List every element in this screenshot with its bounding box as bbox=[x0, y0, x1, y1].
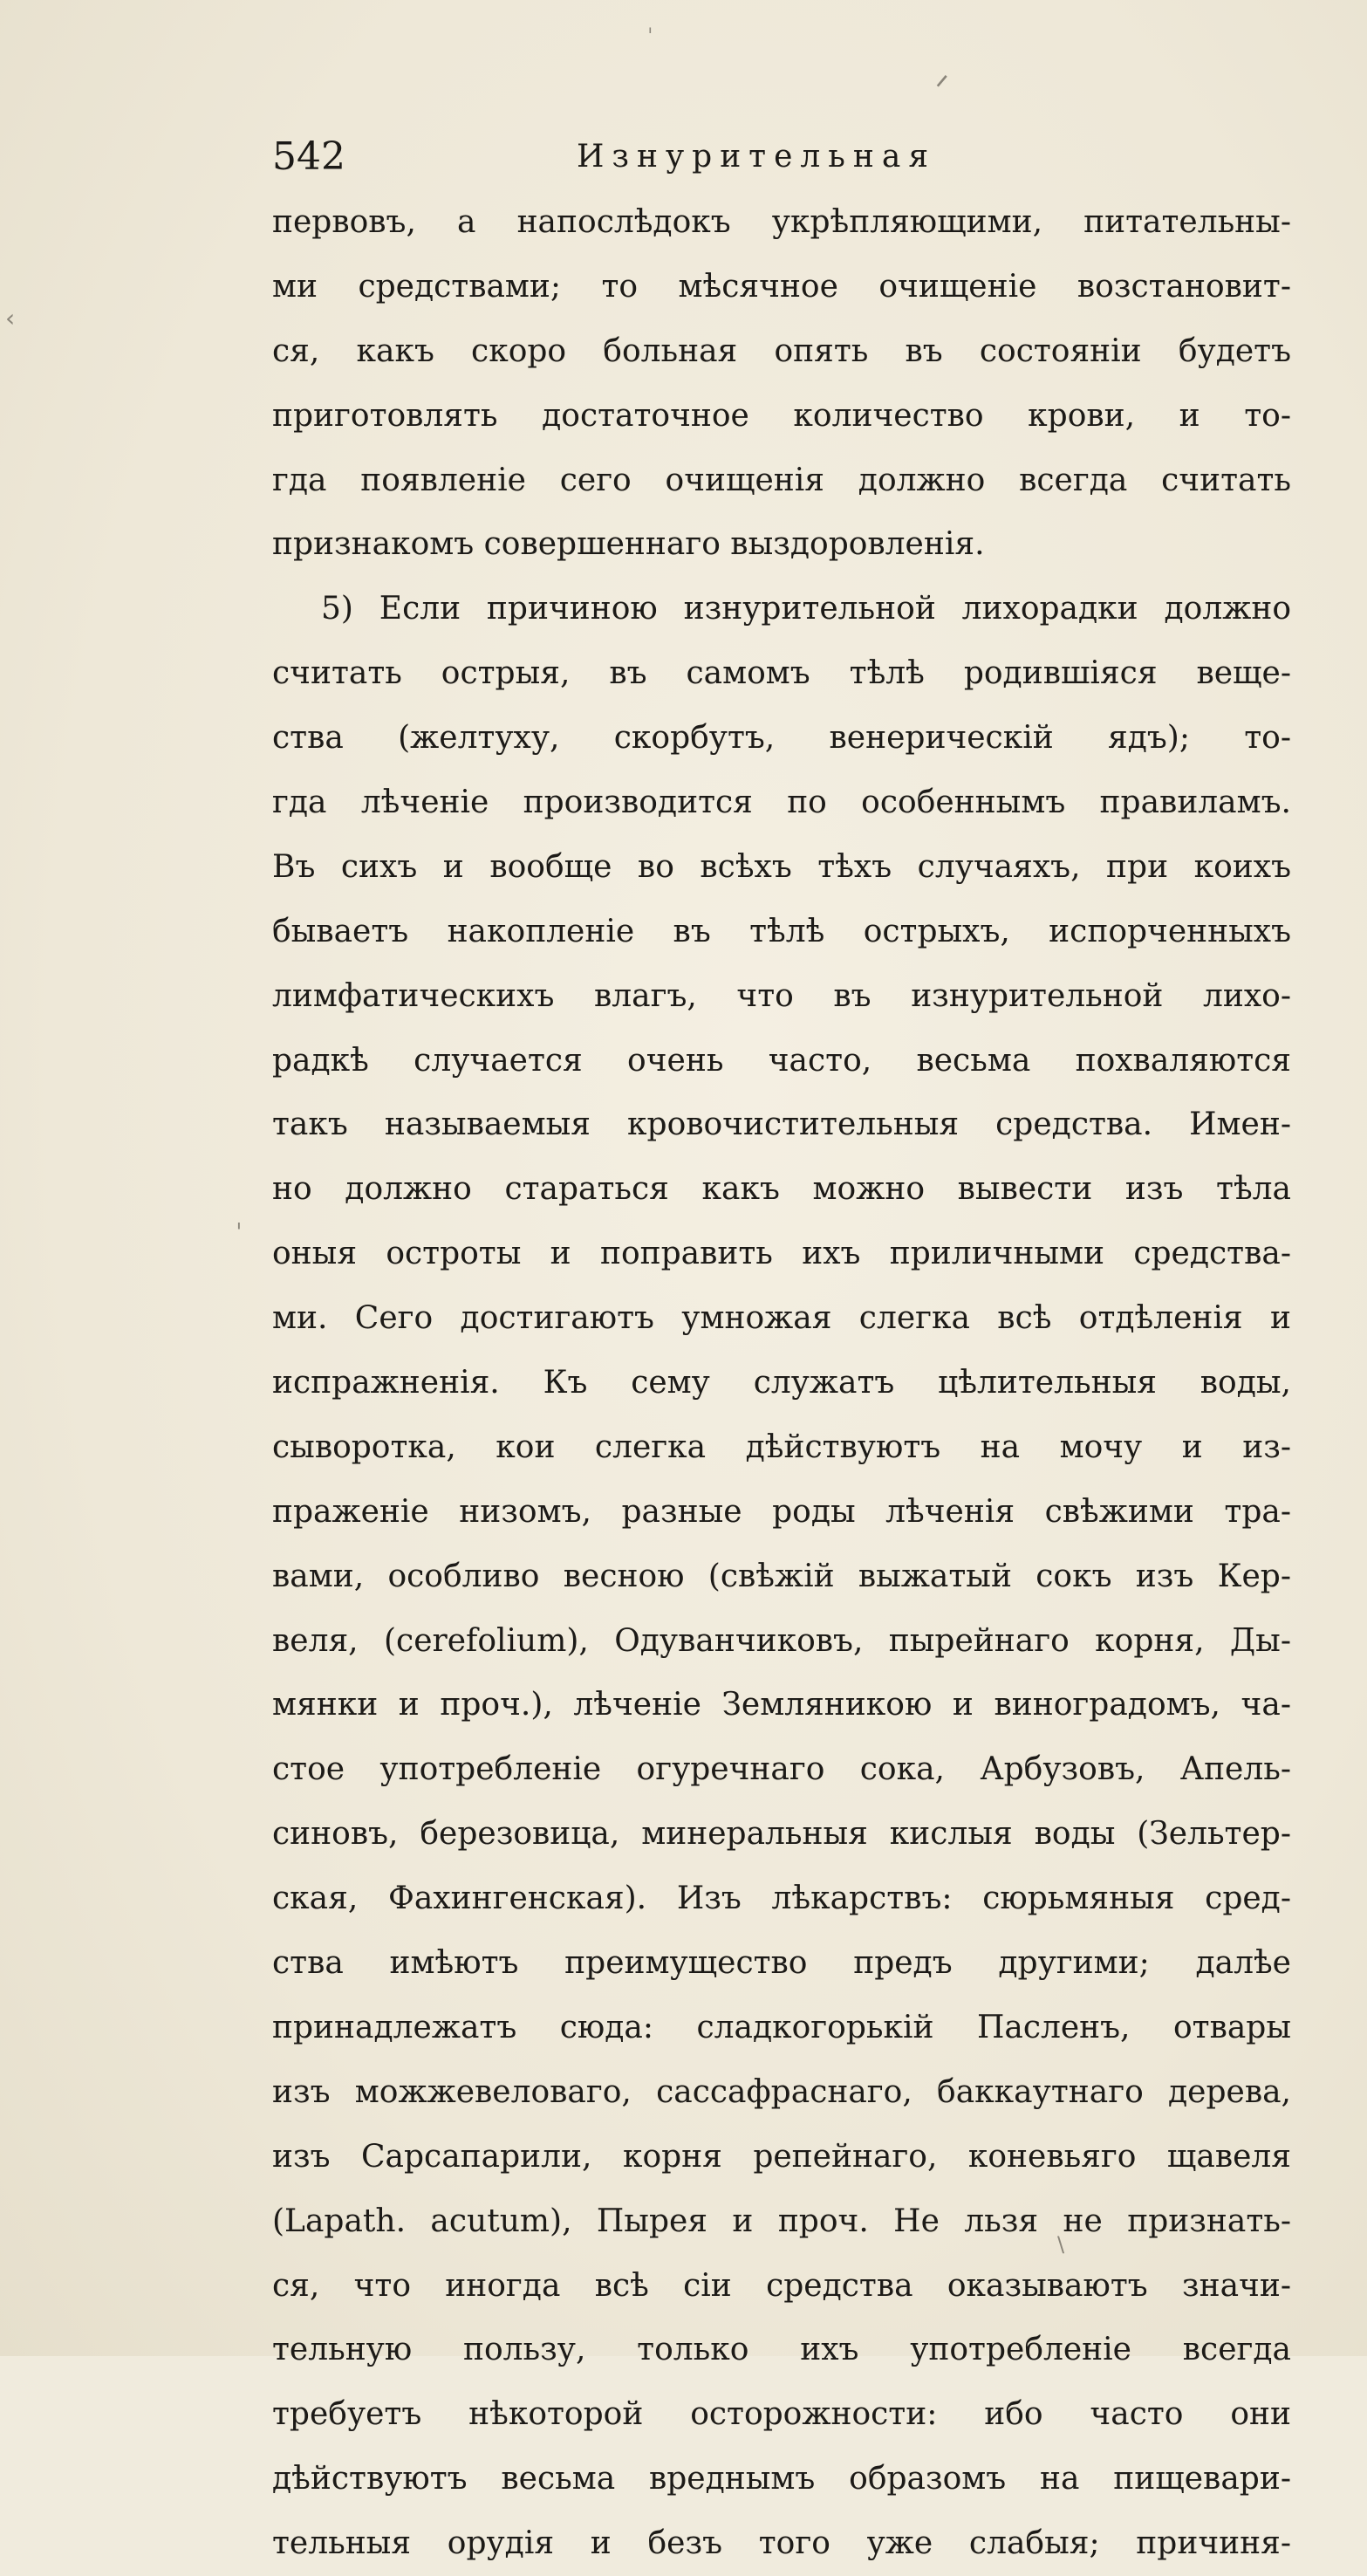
text-line: тельную пользу, только ихъ употребленіе всегда bbox=[272, 2332, 1291, 2368]
running-title: Изнурительная bbox=[576, 139, 937, 175]
text-line: мянки и проч.), лѣченіе Земляникою и виноградомъ, ча- bbox=[272, 1687, 1291, 1723]
scan-mark-corner: ᐟ bbox=[935, 68, 950, 106]
text-line: гда появленіе сего очищенія должно всегда считать bbox=[272, 462, 1291, 498]
text-line: ми средствами; то мѣсячное очищеніе возстановит- bbox=[272, 268, 1291, 305]
text-line: ства (желтуху, скорбутъ, венерическій ядъ); то- bbox=[272, 720, 1291, 757]
text-line: Въ сихъ и вообще во всѣхъ тѣхъ случаяхъ, при коихъ bbox=[272, 848, 1291, 885]
text-line: такъ называемыя кровочистительныя средства. Имен- bbox=[272, 1106, 1291, 1143]
text-line: изъ Сарсапарили, корня репейнаго, коневьяго щавеля bbox=[272, 2138, 1291, 2175]
body-text bbox=[272, 190, 1291, 2576]
text-line: признакомъ совершеннаго выздоровленія. bbox=[272, 526, 985, 563]
text-line: требуетъ нѣкоторой осторожности: ибо часто они bbox=[272, 2396, 1291, 2433]
text-line: ся, что иногда всѣ сіи средства оказываютъ значи- bbox=[272, 2267, 1291, 2304]
scan-mark-bottom: \ bbox=[1057, 2232, 1065, 2257]
text-line: синовъ, березовица, минеральныя кислыя воды (Зельтер- bbox=[272, 1816, 1291, 1853]
scan-mark-left: ‹ bbox=[5, 304, 16, 332]
text-line: праженіе низомъ, разные роды лѣченія свѣжими тра- bbox=[272, 1493, 1291, 1530]
scan-mark-top: ˈ bbox=[647, 24, 653, 49]
paragraph-start: 5) Если причиною изнурительной лихорадки должно bbox=[321, 591, 1291, 627]
text-line: тельныя орудія и безъ того уже слабыя; причиня- bbox=[272, 2525, 1291, 2562]
text-line: стое употребленіе огуречнаго сока, Арбузовъ, Апель- bbox=[272, 1751, 1291, 1788]
text-line: изъ можжевеловаго, сассафраснаго, баккаутнаго дерева, bbox=[272, 2073, 1291, 2110]
text-line: оныя остроты и поправить ихъ приличными средства- bbox=[272, 1236, 1291, 1272]
scan-mark-margin: ˈ bbox=[236, 1218, 243, 1247]
text-line: испражненія. Къ сему служатъ цѣлительныя воды, bbox=[272, 1365, 1291, 1401]
text-line: ская, Фахингенская). Изъ лѣкарствъ: сюрьмяныя сред- bbox=[272, 1881, 1291, 1917]
text-line: дѣйствуютъ весьма вреднымъ образомъ на пищевари- bbox=[272, 2461, 1291, 2497]
text-line: гда лѣченіе производится по особеннымъ правиламъ. bbox=[272, 784, 1291, 821]
text-line: веля, (cerefolium), Одуванчиковъ, пырейнаго корня, Ды- bbox=[272, 1622, 1291, 1659]
text-line: первовъ, а напослѣдокъ укрѣпляющими, питательны- bbox=[272, 204, 1291, 240]
text-line: принадлежатъ сюда: сладкогорькій Пасленъ, отвары bbox=[272, 2009, 1291, 2045]
text-line: радкѣ случается очень часто, весьма похваляются bbox=[272, 1042, 1291, 1079]
text-line: приготовлять достаточное количество крови, и то- bbox=[272, 397, 1291, 434]
text-line: ся, какъ скоро больная опять въ состояніи будетъ bbox=[272, 332, 1291, 369]
page-header bbox=[272, 122, 1291, 192]
text-line: но должно стараться какъ можно вывести изъ тѣла bbox=[272, 1171, 1291, 1208]
text-line: (Lapath. acutum), Пырея и проч. Не льзя не признать- bbox=[272, 2203, 1291, 2239]
text-line: ства имѣютъ преимущество предъ другими; далѣе bbox=[272, 1945, 1291, 1982]
text-line: сыворотка, кои слегка дѣйствуютъ на мочу и из- bbox=[272, 1428, 1291, 1465]
text-line: бываетъ накопленіе въ тѣлѣ острыхъ, испорченныхъ bbox=[272, 913, 1291, 949]
text-line: считать острыя, въ самомъ тѣлѣ родившіяся веще- bbox=[272, 655, 1291, 692]
text-line: лимфатическихъ влагъ, что въ изнурительной лихо- bbox=[272, 977, 1291, 1014]
text-line: вами, особливо весною (свѣжій выжатый сокъ изъ Кер- bbox=[272, 1558, 1291, 1594]
page-number: 542 bbox=[272, 134, 345, 179]
text-line: ми. Сего достигаютъ умножая слегка всѣ отдѣленія и bbox=[272, 1300, 1291, 1337]
